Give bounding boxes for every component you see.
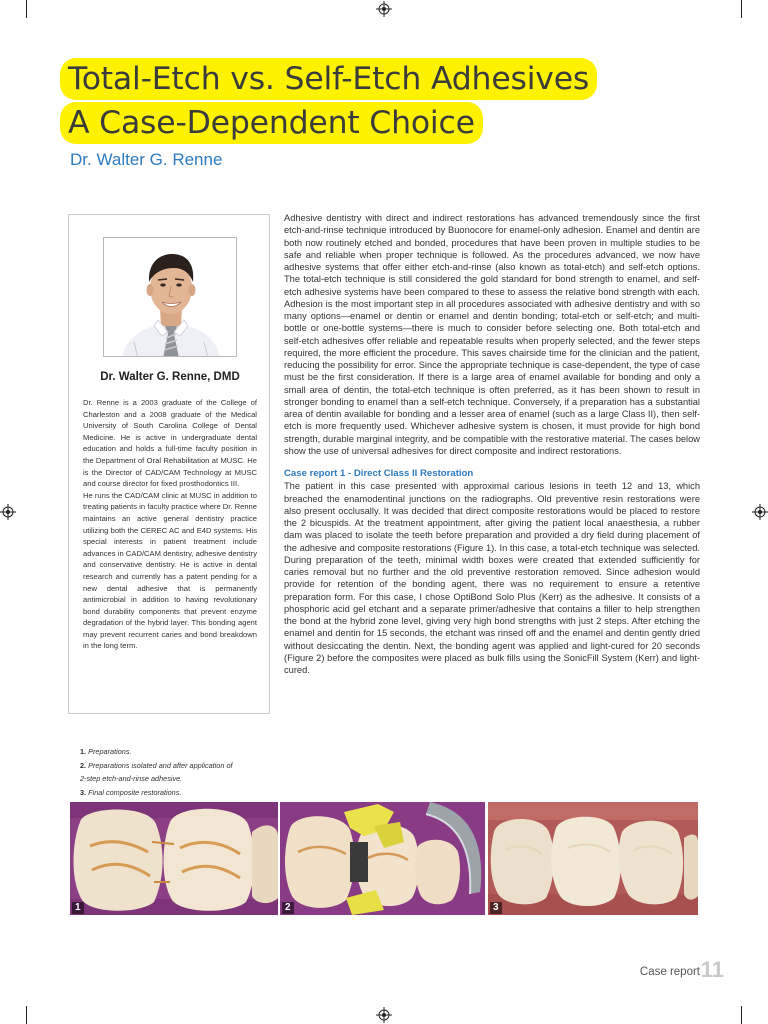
title-line-2: A Case-Dependent Choice: [60, 102, 483, 144]
title-line-1: Total-Etch vs. Self-Etch Adhesives: [60, 58, 597, 100]
caption-line: 3. Final composite restorations.: [80, 788, 182, 798]
intro-paragraph: Adhesive dentistry with direct and indirect restorations has advanced tremendously since the first etch-and-rinse technique introduced by Buonocore for enamel-only adhesion. Enamel and dentin are both now routinely etched and bonded, procedures that have been proven in multiple studies to be safe and reliable when proper technique is followed. As the procedures advanced, we now have adhesive systems that offer either etch-and-rinse (also known as total-etch) and self-etch options. The total-etch technique is still considered the gold standard for bond strength to enamel, and self-etch adhesive systems have been compared to these to assess the relative bond strength with each. Adhesion is the most important step in all procedures associated with adhesive dentistry and with so many options—enamel or dentin or enamel and dentin bonding; total-etch or self-etch; and multi-bottle or one-bottle systems—there is much to consider before selecting one. Both total-etch and self-etch adhesives offer reliable and repeatable results when properly selected, and the fewer steps required, the more efficient the procedure. This saves chairside time for the clinician and the patient, reducing the possibility for error. Since the appropriate technique is case-dependent, the type of case must be the first consideration. If there is a large area of enamel available for bonding and only a small area of dentin, the total-etch technique is often preferred, as it has been shown to result in stronger bonding to enamel than a self-etch technique. Conversely, if a preparation has a substantial area of dentin available for bonding and a lesser area of enamel (such as a large Class II), then self-etch is more frequently used. Whichever adhesive system is chosen, it must provide for high bond strength, durable marginal integrity, and be compatible with the restorative material. The cases below show the use of universal adhesives for direct composite and indirect restorations.: [284, 213, 700, 456]
author-byline: Dr. Walter G. Renne: [70, 150, 223, 169]
article-body: [284, 212, 700, 676]
article-title: [60, 58, 700, 146]
registration-mark-icon: [752, 504, 768, 520]
registration-mark-icon: [0, 504, 16, 520]
crop-mark: [741, 1006, 742, 1024]
case-paragraph: The patient in this case presented with approximal carious lesions in teeth 12 and 13, which breached the enamodentinal junctions on the radiographs. Old preventive resin restorations were also present occlusally. It was decided that direct composite restorations would be placed to restore the 2 bicuspids. At the treatment appointment, after giving the patient local anaesthesia, a rubber dam was placed to isolate the teeth before preparation and provided a dry field during placement of the adhesive and composite restorations (Figure 1). In this case, a total-etch technique was selected. During preparation of the teeth, minimal width boxes were created that extended sufficiently for caries removal but no further and the old preventive restoration removed. Since adhesion would provide for retention of the bonding agent, there was no requirement to ensure a retentive preparation form. For this case, I chose OptiBond Solo Plus (Kerr) as the adhesive. It consists of a phosphoric acid gel etchant and a separate primer/adhesive that contains a filler to help strengthen the bond at the hybrid zone level, giving very high bond strengths with just 2 steps. After etching the enamel and dentin for 15 seconds, the etchant was rinsed off and the enamel and dentin gently dried without desiccating the dentin. Next, the bonding agent was applied and light-cured for 20 seconds (Figure 2) before the composites were placed as bulk fills using the SonicFill System (Kerr) and light-cured.: [284, 481, 700, 675]
caption-line: 2. Preparations isolated and after application of: [80, 760, 233, 770]
figure-number: 3: [490, 902, 502, 914]
registration-mark-icon: [376, 1007, 392, 1023]
figure-captions: [80, 745, 280, 800]
figure-number: 1: [72, 902, 84, 914]
footer-section-label: Case report: [639, 966, 700, 978]
figure-3-photo: [488, 802, 698, 915]
bio-paragraph: He runs the CAD/CAM clinic at MUSC in addition to treating patients in faculty practice where Dr. Renne maintains an active general dentistry practice utilizing both the CEREC AC and E4D systems. His special interests in patient treatment include advances in CAD/CAM dentistry, adhesive dentistry and conservative dentistry. He is active in dental research and currently has a patent pending for a new dental adhesive that is permanently antimicrobial in addition to having revolutionary bond durability components that prevent enzyme degradation of the hybrid layer. This bonding agent may prevent recurrent caries and bond breakdown in the long term.: [83, 490, 257, 651]
author-photo: [103, 237, 237, 357]
figure-number: 2: [282, 902, 294, 914]
case-heading: Case report 1 - Direct Class II Restoration: [284, 468, 474, 479]
bio-text: [83, 397, 257, 652]
page-number: 11: [700, 957, 724, 982]
crop-mark: [26, 0, 27, 18]
crop-mark: [741, 0, 742, 18]
figure-2-photo: [280, 802, 485, 915]
registration-mark-icon: [376, 1, 392, 17]
author-bio-box: [68, 214, 270, 714]
caption-line: 1. Preparations.: [80, 747, 132, 756]
caption-line: 2-step etch-and-rinse adhesive.: [80, 774, 183, 784]
crop-mark: [26, 1006, 27, 1024]
figure-1-photo: [70, 802, 278, 915]
bio-name: Dr. Walter G. Renne, DMD: [100, 371, 240, 383]
bio-paragraph: Dr. Renne is a 2003 graduate of the College of Charleston and a 2008 graduate of the Medical University of South Carolina College of Dental Medicine. He is active in undergraduate dental education and holds a full-time faculty position in the Department of Oral Rehabilitation at MUSC. He is the Director of CAD/CAM Technology at MUSC and course director for fixed prosthodontics III.: [83, 398, 257, 489]
